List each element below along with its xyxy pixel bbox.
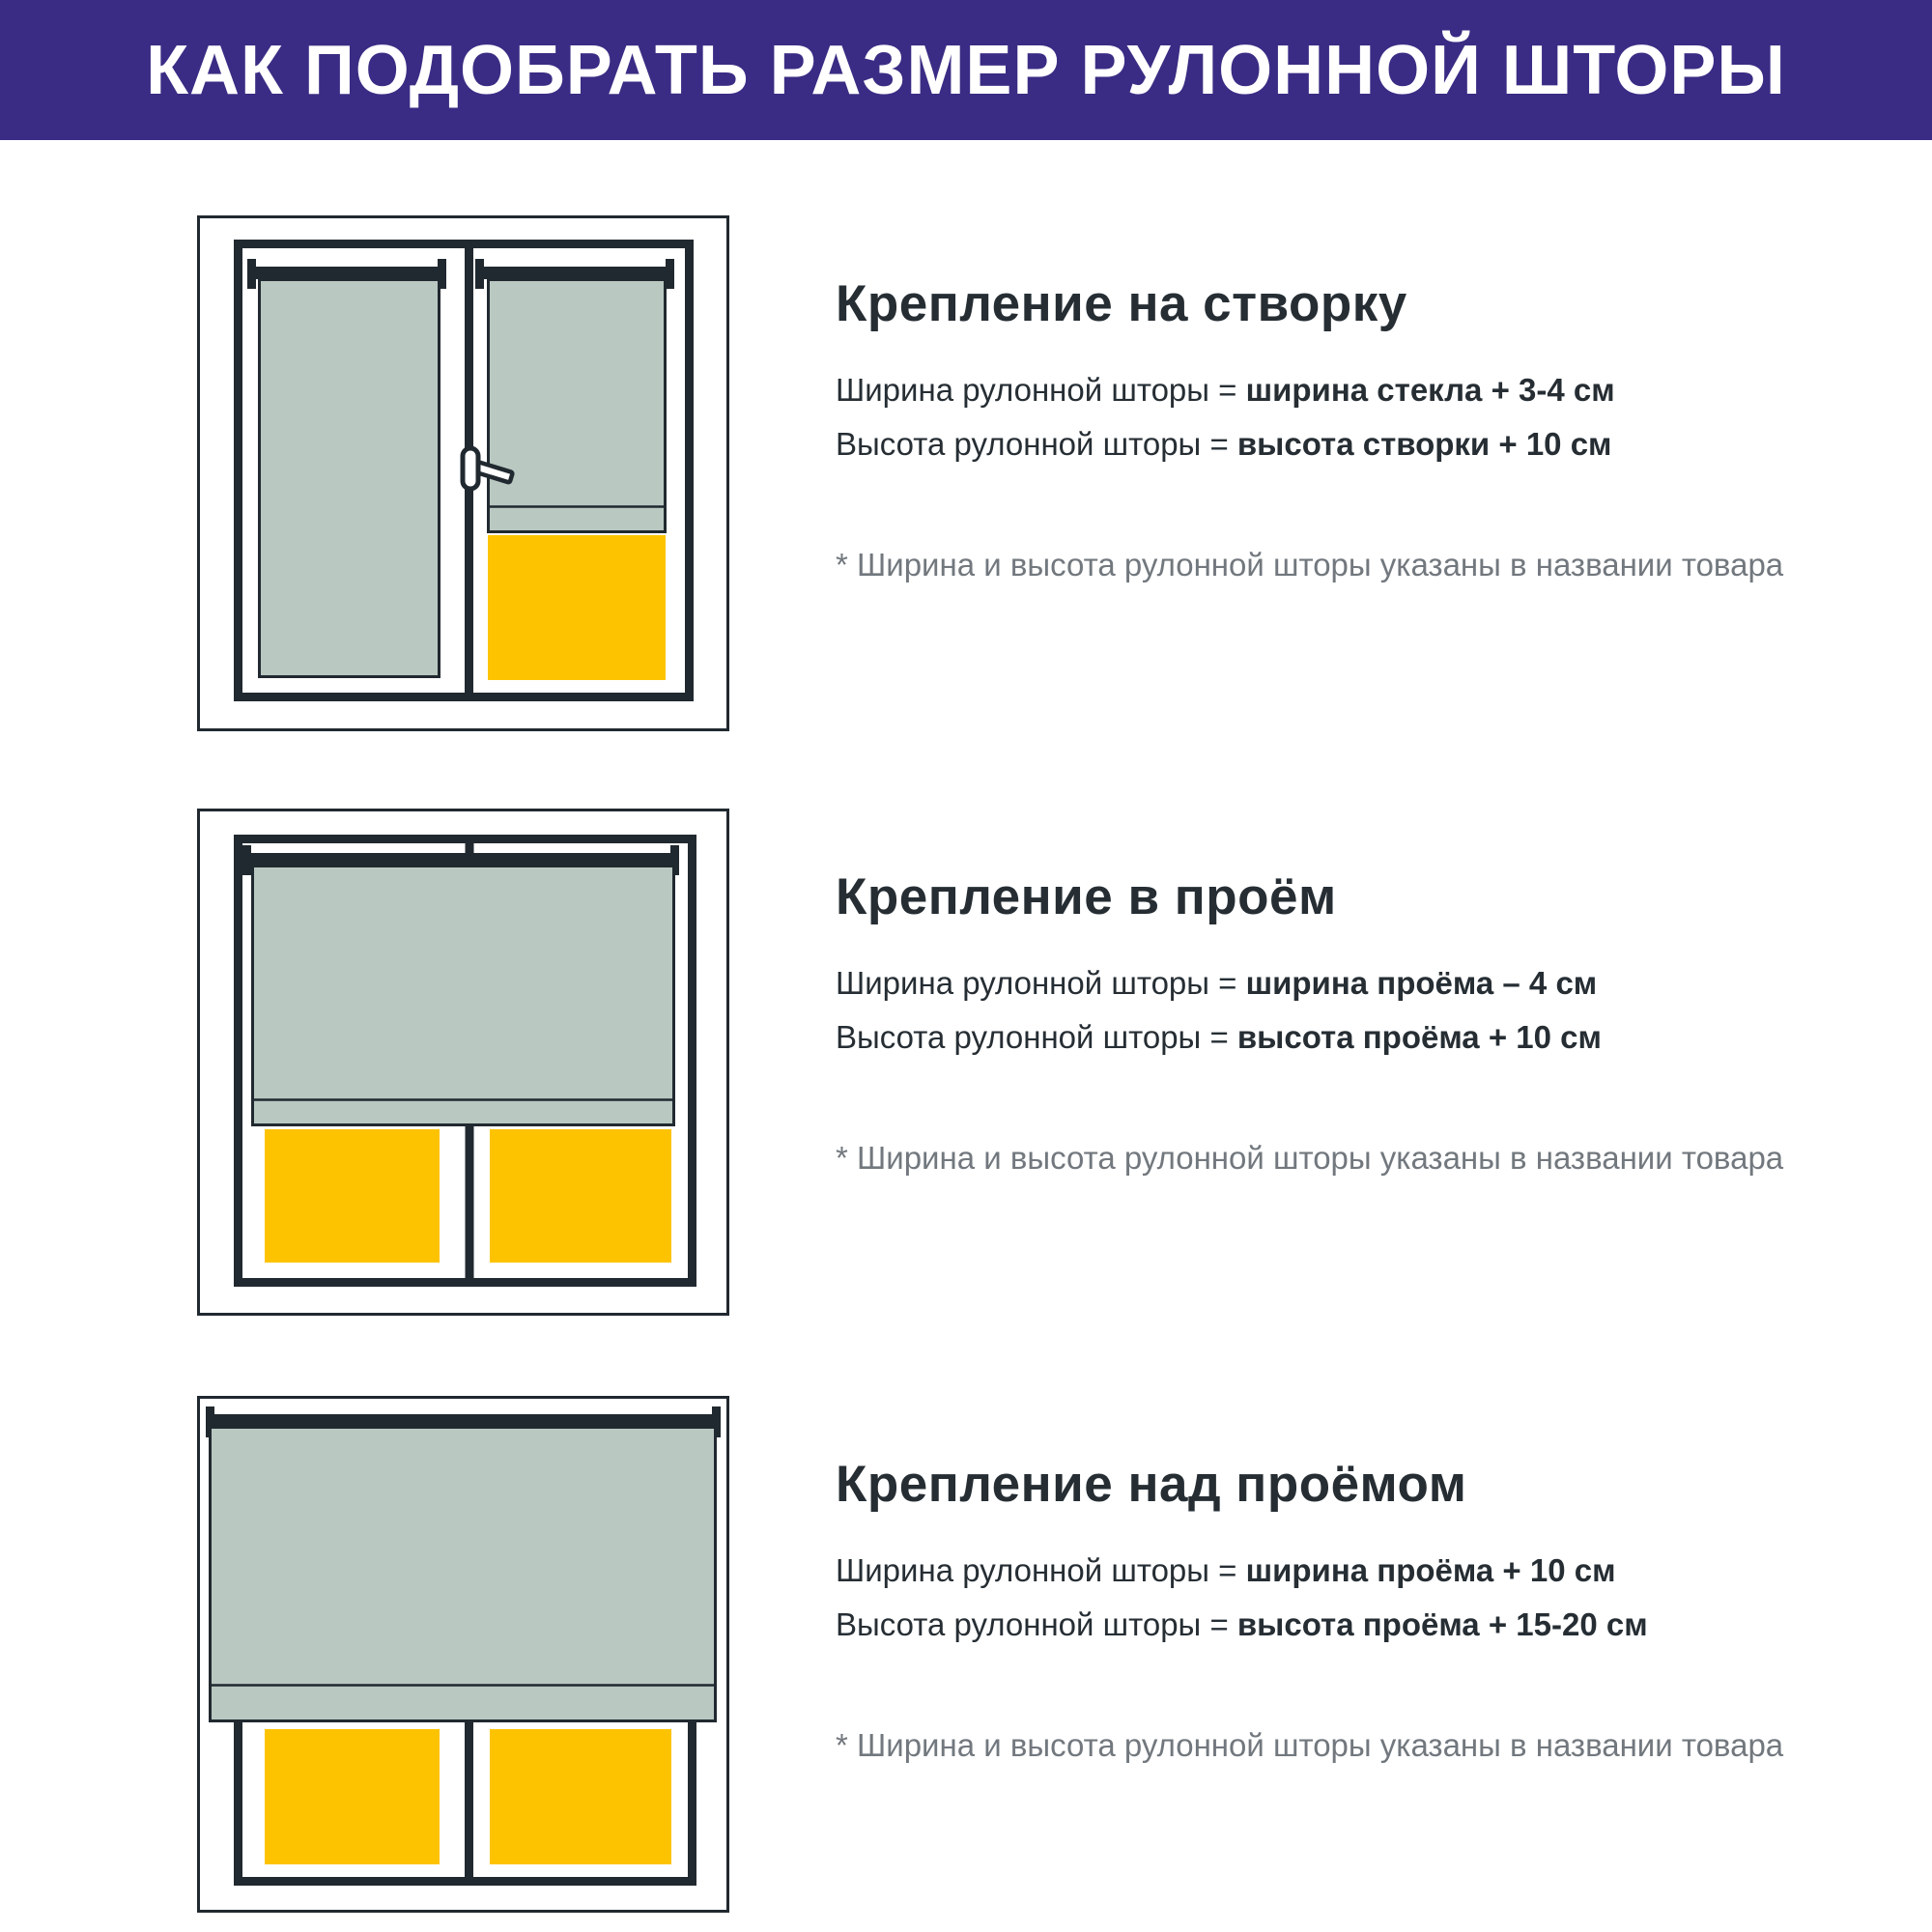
formula-width-opening <box>836 956 1597 1010</box>
formula-prefix: Высота рулонной шторы = <box>836 1019 1237 1055</box>
diagram-mount-above-opening <box>197 1396 729 1913</box>
section-title-opening: Крепление в проём <box>836 868 1337 925</box>
formula-prefix: Ширина рулонной шторы = <box>836 372 1246 408</box>
roller-blind-left <box>260 280 440 677</box>
roller-blind <box>211 1428 716 1721</box>
glass-pane-left <box>265 1129 440 1263</box>
header-banner <box>0 0 1932 140</box>
formula-prefix: Ширина рулонной шторы = <box>836 1552 1246 1588</box>
glass-pane-left <box>265 1729 440 1864</box>
formula-height-sash <box>836 417 1611 471</box>
glass-pane <box>488 535 666 680</box>
diagram-mount-on-sash <box>197 215 729 731</box>
roller-blind-right <box>489 280 666 532</box>
formula-bold: высота проёма + 15-20 см <box>1236 1606 1648 1642</box>
formula-prefix: Ширина рулонной шторы = <box>836 965 1246 1001</box>
roller-blind <box>253 867 674 1125</box>
formula-bold: ширина проёма + 10 см <box>1245 1552 1616 1588</box>
section-title-above-opening: Крепление над проёмом <box>836 1456 1467 1513</box>
formula-bold: высота проёма + 10 см <box>1236 1019 1602 1055</box>
formula-bold: высота створки + 10 см <box>1236 426 1612 462</box>
formula-height-opening <box>836 1010 1602 1065</box>
formula-bold: ширина проёма – 4 см <box>1245 965 1598 1001</box>
formula-prefix: Высота рулонной шторы = <box>836 426 1237 462</box>
formula-bold: ширина стекла + 3-4 см <box>1245 372 1615 408</box>
footnote-above-opening: * Ширина и высота рулонной шторы указаны в названии товара <box>836 1727 1784 1763</box>
formula-height-above-opening <box>836 1598 1648 1652</box>
diagram-mount-in-opening <box>197 809 729 1316</box>
formula-width-above-opening <box>836 1544 1615 1598</box>
glass-pane-right <box>490 1129 671 1263</box>
footnote-sash: * Ширина и высота рулонной шторы указаны в названии товара <box>836 547 1784 582</box>
section-title-sash: Крепление на створку <box>836 275 1407 332</box>
glass-pane-right <box>490 1729 671 1864</box>
formula-prefix: Высота рулонной шторы = <box>836 1606 1237 1642</box>
footnote-opening: * Ширина и высота рулонной шторы указаны в названии товара <box>836 1140 1784 1176</box>
page-title: КАК ПОДОБРАТЬ РАЗМЕР РУЛОННОЙ ШТОРЫ <box>146 31 1786 109</box>
formula-width-sash <box>836 363 1615 417</box>
